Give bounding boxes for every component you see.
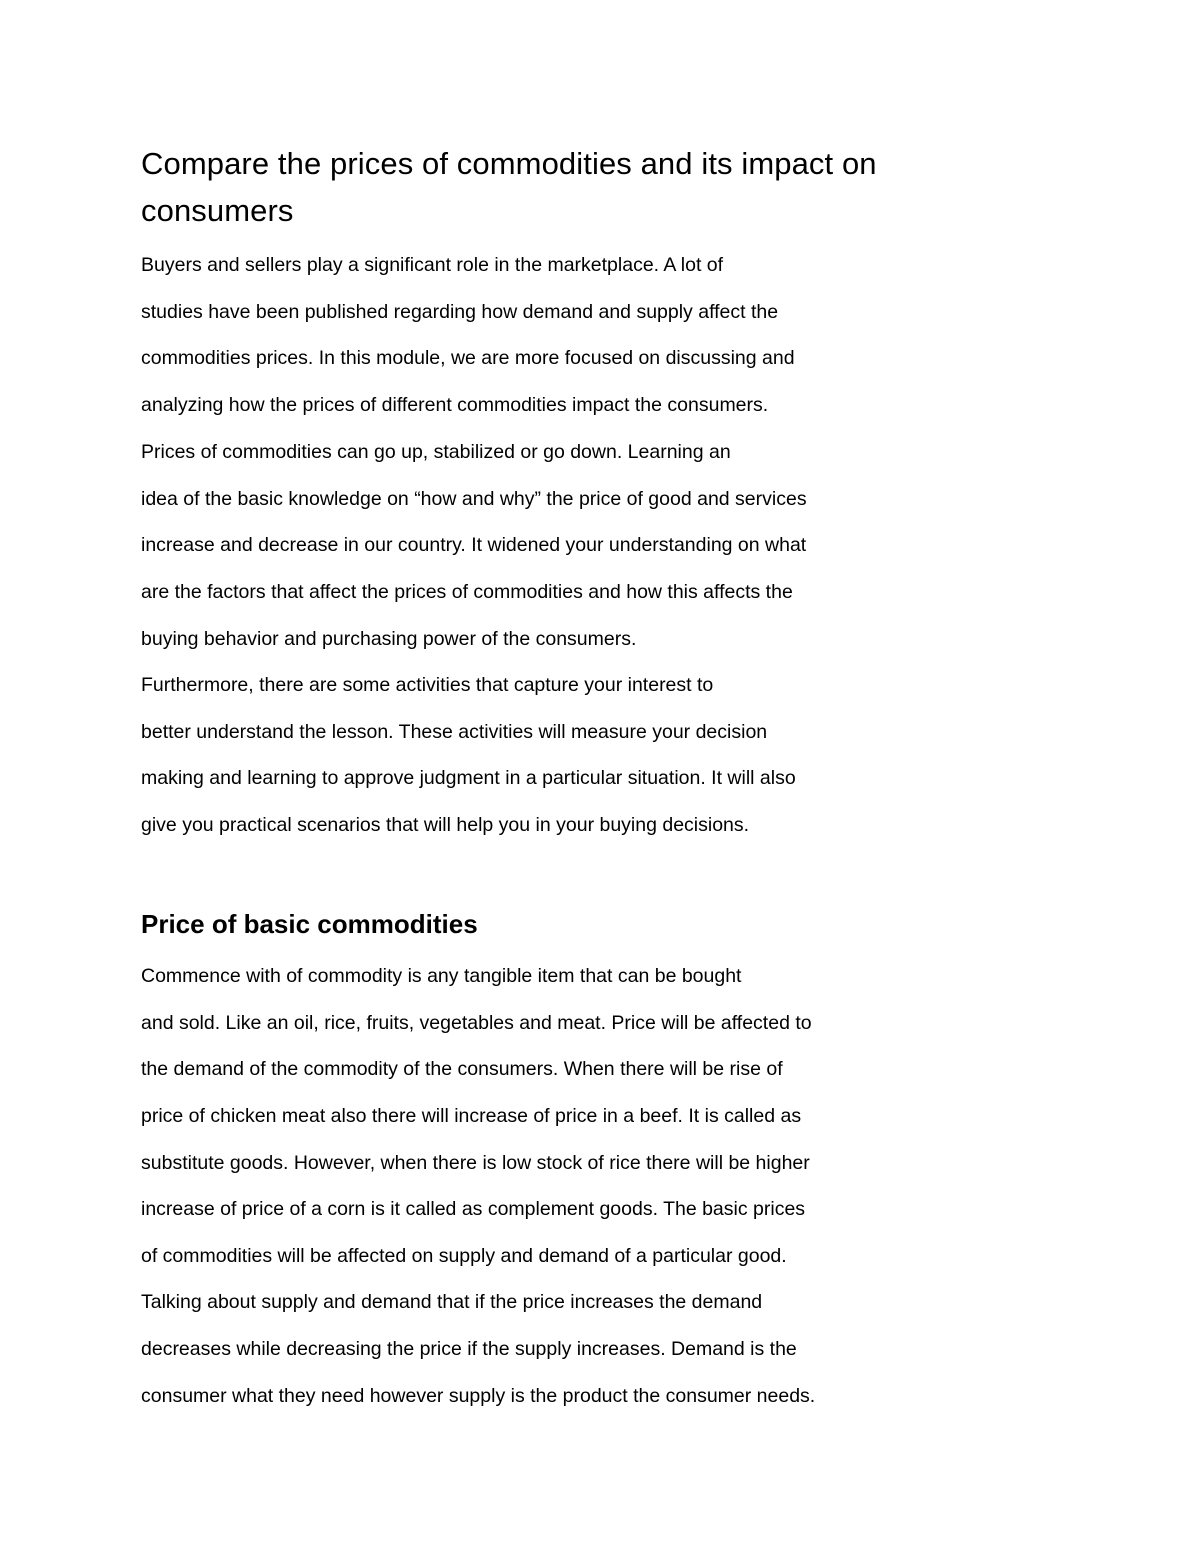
intro-line: Furthermore, there are some activities that capture your interest to [141, 674, 714, 696]
intro-line: give you practical scenarios that will help you in your buying decisions. [141, 814, 750, 836]
section-line: of commodities will be affected on supply and demand of a particular good. [141, 1245, 787, 1267]
section-heading: Price of basic commodities [141, 909, 478, 939]
section-line: Commence with of commodity is any tangible item that can be bought [141, 965, 742, 987]
intro-line: better understand the lesson. These activities will measure your decision [141, 721, 768, 743]
intro-line: studies have been published regarding how demand and supply affect the [141, 301, 779, 323]
section-line: the demand of the commodity of the consumers. When there will be rise of [141, 1058, 783, 1080]
intro-line: analyzing how the prices of different commodities impact the consumers. [141, 394, 769, 416]
section-line: and sold. Like an oil, rice, fruits, vegetables and meat. Price will be affected to [141, 1012, 812, 1034]
intro-line: increase and decrease in our country. It widened your understanding on what [141, 534, 807, 556]
section-line: price of chicken meat also there will increase of price in a beef. It is called as [141, 1105, 802, 1127]
intro-line: Prices of commodities can go up, stabilized or go down. Learning an [141, 441, 731, 463]
intro-line: buying behavior and purchasing power of the consumers. [141, 628, 637, 650]
intro-line: commodities prices. In this module, we are more focused on discussing and [141, 347, 795, 369]
intro-line: Buyers and sellers play a significant role in the marketplace. A lot of [141, 254, 724, 276]
intro-line: are the factors that affect the prices of commodities and how this affects the [141, 581, 793, 603]
intro-line: making and learning to approve judgment in a particular situation. It will also [141, 767, 796, 789]
section-line: decreases while decreasing the price if the supply increases. Demand is the [141, 1338, 797, 1360]
section-line: consumer what they need however supply is the product the consumer needs. [141, 1385, 816, 1407]
section-line: substitute goods. However, when there is low stock of rice there will be higher [141, 1152, 810, 1174]
section-line: Talking about supply and demand that if the price increases the demand [141, 1291, 763, 1313]
document-title: Compare the prices of commodities and its impact on consumers [141, 146, 877, 228]
section-line: increase of price of a corn is it called as complement goods. The basic prices [141, 1198, 806, 1220]
intro-line: idea of the basic knowledge on “how and why” the price of good and services [141, 488, 807, 510]
